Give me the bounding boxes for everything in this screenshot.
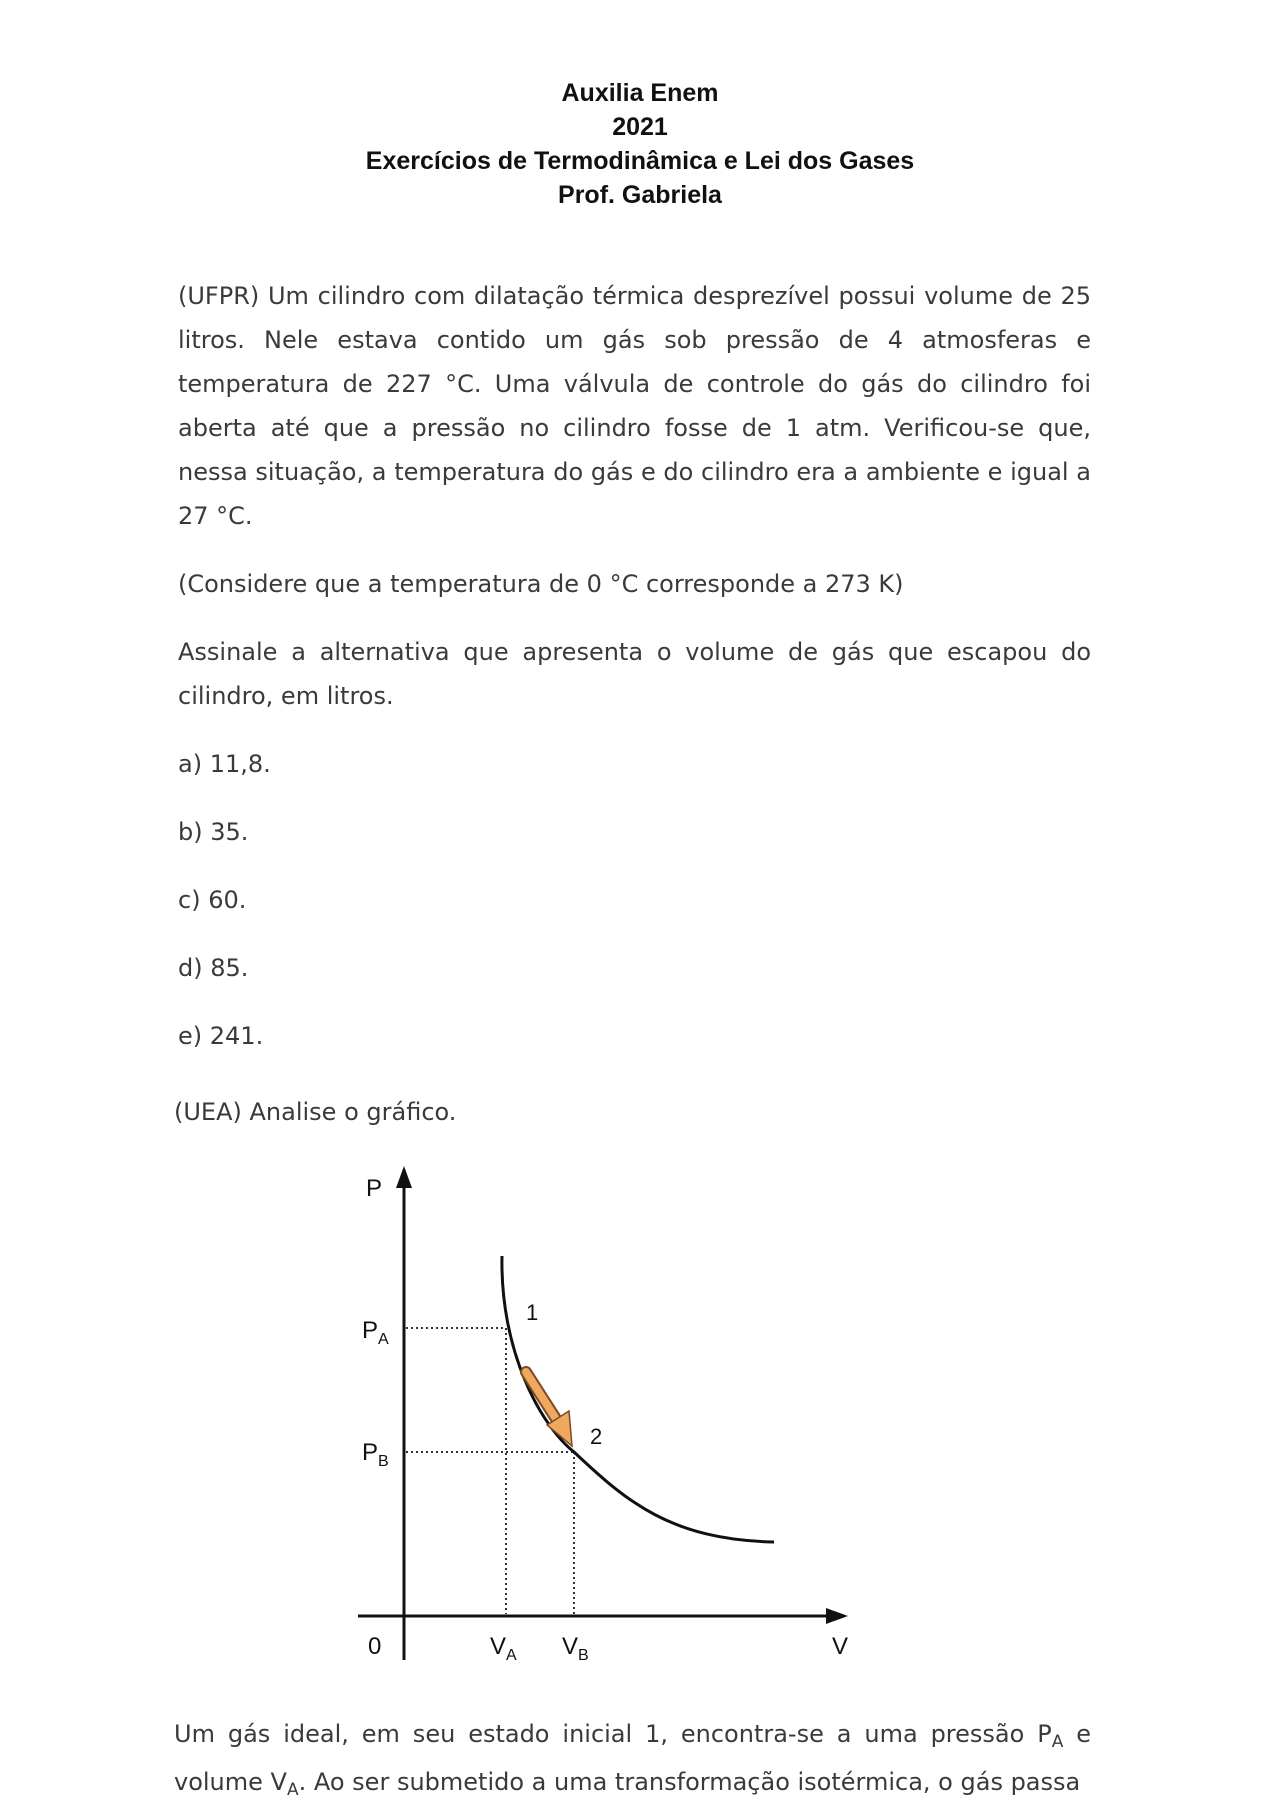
question-1	[178, 274, 1091, 1082]
pa-label: $P_A$	[362, 1317, 389, 1348]
option-a: a) 11,8.	[178, 750, 271, 778]
header-author: Prof. Gabriela	[558, 181, 722, 209]
header-title: Exercícios de Termodinâmica e Lei dos Gases	[365, 147, 915, 175]
origin-label: 0	[368, 1633, 382, 1660]
option-c: c) 60.	[178, 886, 247, 914]
question-2-intro: (UEA) Analise o gráfico.	[174, 1098, 457, 1126]
process-arrow	[526, 1372, 572, 1446]
option-d: d) 85.	[178, 954, 249, 982]
pb-label: $P_B$	[362, 1439, 389, 1470]
v-axis-arrowhead	[826, 1608, 848, 1624]
v-axis-label: V	[832, 1633, 849, 1660]
question-1-prompt: Assinale a alternativa que apresenta o volume de gás que escapou do cilindro, em litros.	[178, 638, 1091, 710]
question-2-body	[174, 1710, 1091, 1806]
option-e: e) 241.	[178, 1022, 264, 1050]
pv-graph	[340, 1160, 940, 1680]
p-axis-label: P	[366, 1175, 383, 1202]
option-b: b) 35.	[178, 818, 249, 846]
header-site: Auxilia Enem	[561, 79, 719, 107]
question-1-note: (Considere que a temperatura de 0 °C corresponde a 273 K)	[178, 570, 904, 598]
point-2-label: 2	[590, 1424, 603, 1449]
va-label: $V_A$	[490, 1633, 517, 1664]
p-axis-arrowhead	[396, 1166, 412, 1188]
document-header	[0, 76, 1280, 212]
question-2-text: Um gás ideal, em seu estado inicial 1, encontra-se a uma pressão $P_A$ e volume $V_A$. Ao ser submetido a uma transformação isotérmica, o gás passa	[174, 1720, 1091, 1800]
question-2	[174, 1090, 1091, 1134]
point-1-label: 1	[526, 1300, 539, 1325]
vb-label: $V_B$	[562, 1633, 589, 1664]
question-1-statement: (UFPR) Um cilindro com dilatação térmica desprezível possui volume de 25 litros. Nele estava contido um gás sob pressão de 4 atmosferas e temperatura de 227 °C. Uma válvula de controle do gás do cilindro foi aberta até que a pressão no cilindro fosse de 1 atm. Verificou-se que, nessa situação, a temperatura do gás e do cilindro era a ambiente e igual a 27 °C.	[178, 282, 1091, 530]
header-year: 2021	[612, 113, 668, 141]
